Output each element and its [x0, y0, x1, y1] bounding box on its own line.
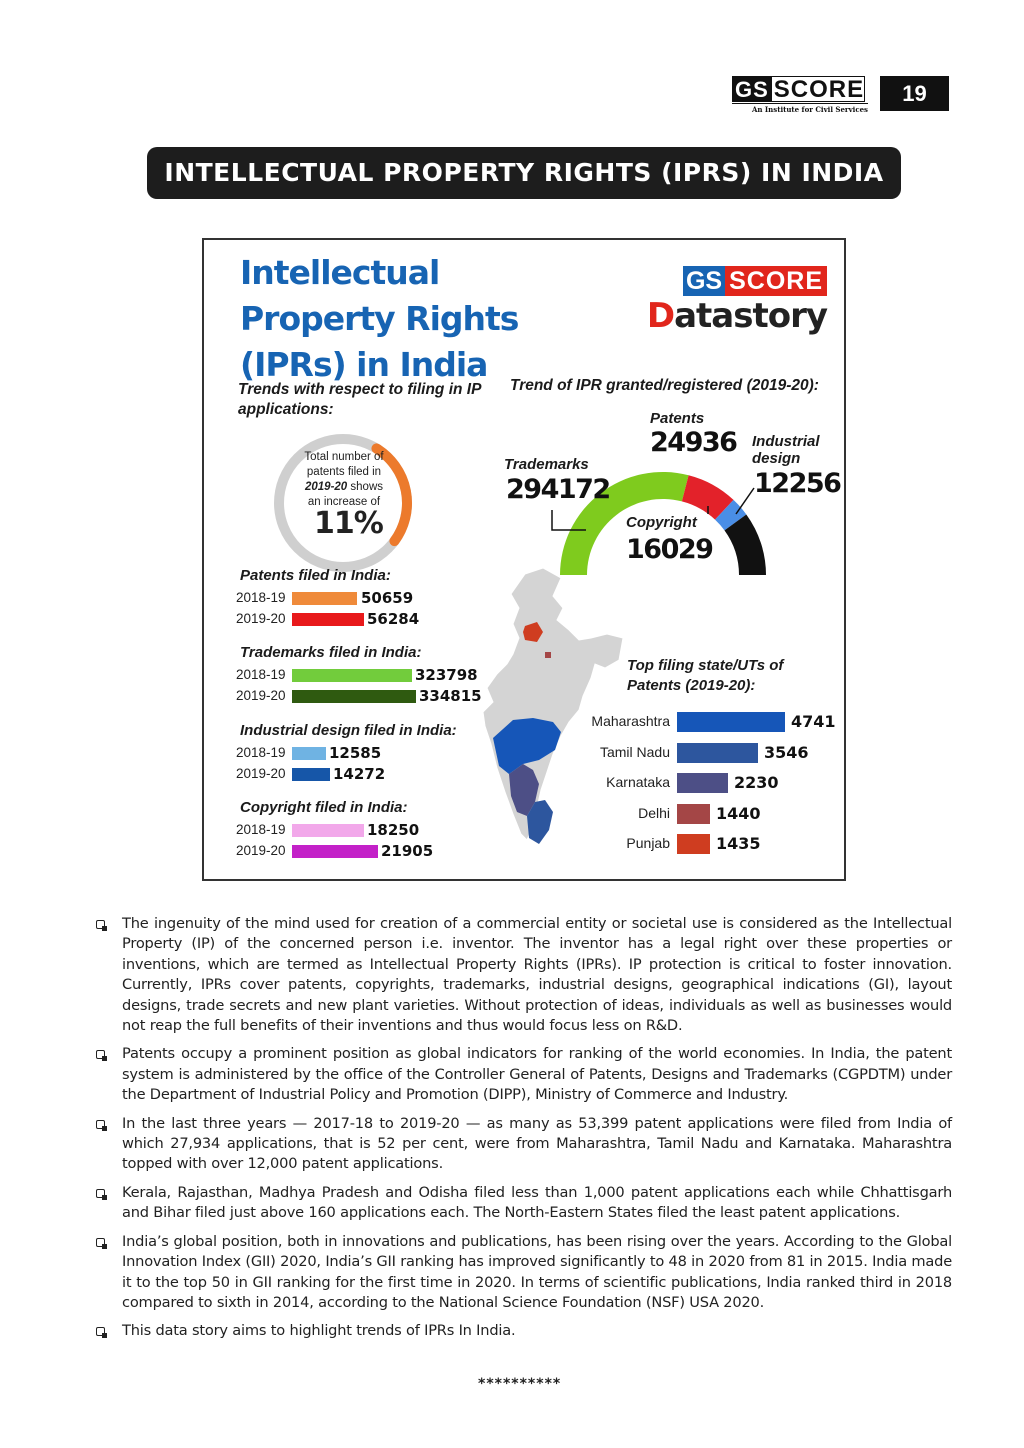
bullet-item: [96, 1114, 952, 1175]
filing-value: 12585: [329, 744, 382, 762]
filing-bar: [292, 845, 378, 858]
bullet-item: [96, 1044, 952, 1105]
bullet-item: [96, 1183, 952, 1224]
gauge-value-industrial-design: 12256: [754, 468, 841, 499]
filing-value: 50659: [361, 589, 414, 607]
filing-year: 2018-19: [236, 590, 286, 605]
bullet-icon: [96, 1120, 105, 1129]
gs-score-logo: [732, 76, 870, 114]
state-bar: [677, 773, 728, 793]
state-label: Tamil Nadu: [599, 743, 670, 760]
filing-value: 323798: [415, 666, 478, 684]
bullet-text: In the last three years — 2017-18 to 2019-20 — as many as 53,399 patent applications were filed from India of which 27,934 applications, that is 52 per cent, were from Maharashtra, Tamil Nadu and Karnataka. Maharashtra topped with over 12,000 patent applications.: [122, 1114, 952, 1173]
filing-value: 14272: [333, 765, 386, 783]
bullet-text: Patents occupy a prominent position as global indicators for ranking of the world economies. In India, the patent system is administered by the office of the Controller General of Patents, Designs and Trademarks (CGPDTM) under the Department of Industrial Policy and Promotion (DIPP), Ministry of Commerce and Industry.: [122, 1045, 952, 1104]
filing-trends-heading: Trends with respect to filing in IP applications:: [238, 381, 481, 418]
filing-year: 2019-20: [236, 843, 286, 858]
map-india-outline: [483, 568, 623, 840]
gauge-label-copyright: Copyright: [626, 514, 697, 531]
state-value: 1440: [716, 803, 761, 823]
filing-value: 21905: [381, 842, 434, 860]
filing-bar: [292, 768, 330, 781]
bullet-icon: [96, 1327, 105, 1336]
page-title: INTELLECTUAL PROPERTY RIGHTS (IPRS) IN INDIA: [147, 147, 901, 199]
state-bar: [677, 834, 710, 854]
design-leader-line: [732, 486, 756, 516]
filing-year: 2018-19: [236, 667, 286, 682]
state-bar: [677, 804, 710, 824]
bullet-item: [96, 1321, 952, 1341]
state-value: 2230: [734, 773, 779, 792]
infographic-title: [240, 250, 518, 388]
bullet-icon: [96, 1050, 105, 1059]
infographic-title-line: Property Rights: [240, 299, 519, 338]
filing-bar: [292, 824, 364, 837]
page-number: 19: [880, 76, 949, 111]
state-bar: [677, 712, 785, 732]
ipr-infographic: [202, 238, 846, 881]
donut-percent: 11%: [314, 506, 383, 541]
filing-group-heading: Trademarks filed in India:: [240, 644, 422, 661]
gauge-value-trademarks: 294172: [506, 474, 610, 505]
filing-year: 2019-20: [236, 688, 286, 703]
top-states-heading: Top filing state/UTs of Patents (2019-20):: [627, 657, 784, 694]
filing-value: 56284: [367, 610, 420, 628]
filing-bar: [292, 747, 326, 760]
bullet-icon: [96, 920, 105, 929]
datastory-wordmark: Datastory: [646, 296, 827, 336]
gauge-label-trademarks: Trademarks: [504, 456, 589, 473]
donut-caption: Total number of patents filed in 2019-20 shows an increase of: [304, 451, 384, 508]
state-label: Punjab: [626, 835, 670, 851]
filing-year: 2019-20: [236, 766, 286, 781]
filing-value: 18250: [367, 821, 420, 839]
map-delhi: [545, 652, 551, 658]
logo-tagline: An Institute for Civil Services: [732, 103, 868, 114]
state-value: 4741: [791, 712, 836, 731]
filing-value: 334815: [419, 687, 482, 705]
filing-bar: [292, 669, 412, 682]
filing-bar: [292, 592, 357, 605]
logo-gs: GS: [732, 76, 772, 102]
granted-heading: Trend of IPR granted/registered (2019-20):: [510, 377, 819, 394]
bullet-text: Kerala, Rajasthan, Madhya Pradesh and Odisha filed less than 1,000 patent applications each while Chhattisgarh and Bihar filed just above 160 applications each. The North-Eastern States filed the least patent applications.: [122, 1183, 952, 1222]
bullet-text: India’s global position, both in innovations and publications, has been rising over the years. According to the Global Innovation Index (GII) 2020, India’s GII ranking has improved significantly to 48 in 2020 from 81 in 2015. India made it to the top 50 in GII ranking for the first time in 2020. In terms of scientific publications, India ranked third in 2018 compared to sixth in 2014, according to the National Science Foundation (NSF) USA 2020.: [122, 1232, 952, 1311]
filing-year: 2018-19: [236, 745, 286, 760]
filing-year: 2019-20: [236, 611, 286, 626]
bullet-item: [96, 914, 952, 1036]
gauge-value-copyright: 16029: [626, 534, 713, 565]
filing-bar: [292, 690, 416, 703]
filing-group-heading: Industrial design filed in India:: [240, 722, 457, 739]
datastory-logo: [627, 266, 827, 336]
state-value: 3546: [764, 742, 809, 762]
datastory-logo-gs: GS: [683, 266, 725, 296]
end-mark: **********: [478, 1376, 562, 1392]
filing-bar: [292, 613, 364, 626]
logo-score: SCORE: [773, 76, 865, 103]
datastory-logo-score: SCORE: [725, 266, 827, 296]
bullet-icon: [96, 1189, 105, 1198]
state-label: Delhi: [638, 804, 670, 821]
filing-group-heading: Patents filed in India:: [240, 567, 391, 584]
filing-year: 2018-19: [236, 822, 286, 837]
bullet-icon: [96, 1238, 105, 1247]
state-label: Maharashtra: [591, 713, 670, 729]
infographic-title-line: Intellectual: [240, 253, 440, 292]
state-label: Karnataka: [606, 774, 670, 790]
state-value: 1435: [716, 834, 761, 853]
bullet-text: This data story aims to highlight trends of IPRs In India.: [122, 1322, 516, 1340]
infographic-title-line: (IPRs) in India: [240, 345, 488, 384]
filing-group-heading: Copyright filed in India:: [240, 799, 408, 816]
state-bar: [677, 743, 758, 763]
gauge-value-patents: 24936: [650, 427, 737, 458]
bullet-list: [96, 914, 952, 1350]
gauge-label-patents: Patents: [650, 410, 705, 427]
gauge-label-industrial-design: Industrial design: [752, 433, 820, 467]
bullet-item: [96, 1232, 952, 1314]
bullet-text: The ingenuity of the mind used for creation of a commercial entity or societal use is considered as the Intellectual Property (IP) of the concerned person i.e. inventor. The inventor has a legal right over these properties or inventions, which are termed as Intellectual Property Rights (IPRs). IP protection is critical to foster innovation. Currently, IPRs cover patents, copyrights, trademarks, industrial designs, geographical indications (GI), layout designs, trade secrets and new plant varieties. Without protection of ideas, individuals as well as businesses would not reap the full benefits of their inventions and thus would focus less on R&D.: [122, 915, 952, 1035]
